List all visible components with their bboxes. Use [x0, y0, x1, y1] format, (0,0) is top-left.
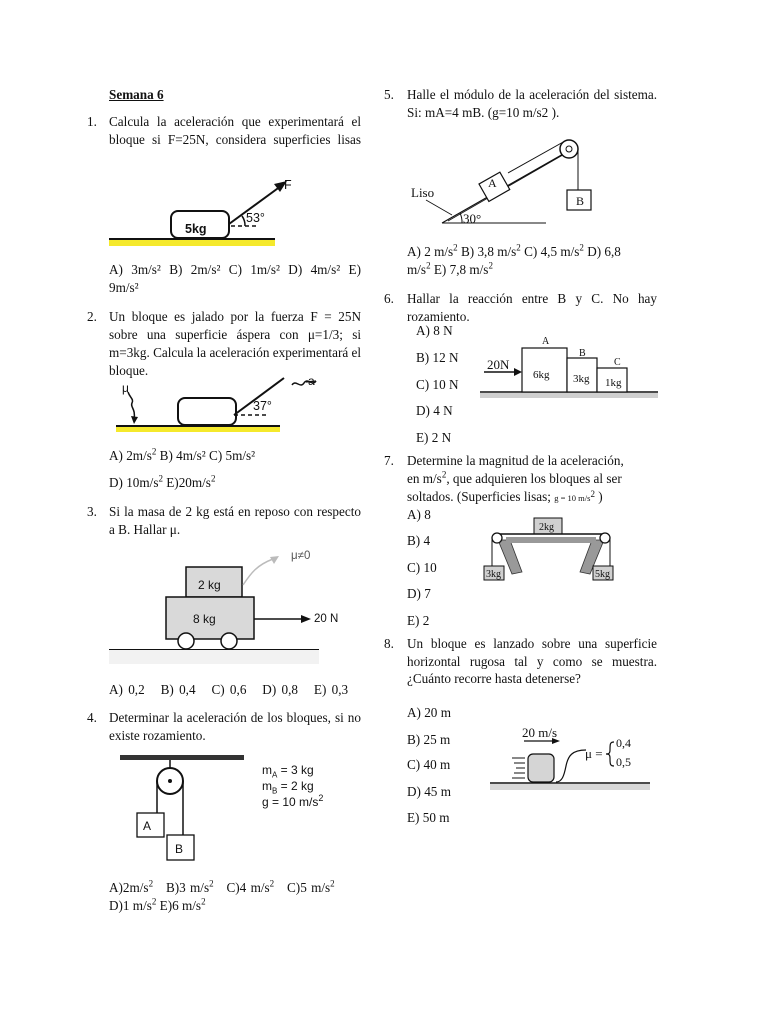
q4-g-sup: 2	[318, 793, 324, 803]
q8-mu2-label: 0,5	[616, 755, 631, 769]
q8-text: Un bloque es lanzado sobre una superficie horizontal rugosa tal y como se muestra. ¿Cuánto recorre hasta detenerse?	[407, 636, 657, 686]
q7-text-rest: , que adquieren los bloques al ser	[446, 471, 622, 486]
q6-option-b: B) 12 N	[416, 350, 459, 365]
q5-option-a-sup: 2	[453, 242, 458, 253]
q2-block	[178, 398, 236, 425]
q5-option-b: B) 3,8 m/s	[460, 244, 517, 259]
q4-text: Determinar la aceleración de los bloques, si no existe rozamiento.	[109, 710, 361, 743]
q4-figure	[120, 755, 250, 865]
q2-option-a-sup: 2	[151, 446, 157, 457]
q2-option-d: D) 10m/s	[109, 475, 159, 490]
q5-block-a-label: A	[488, 176, 497, 190]
q7-text-surfaces: soltados. (Superficies lisas;	[407, 489, 551, 504]
q4-data-mb: $m_B = 2$ kg	[262, 779, 314, 796]
q8-option-d: D) 45 m	[407, 784, 451, 799]
q5-option-d: D) 6,8	[587, 244, 621, 259]
q5-option-e: E) 7,8 m/s	[433, 262, 489, 277]
q4-option-a: A)2m/s	[109, 880, 149, 895]
q8-mu1-label: 0,4	[616, 736, 631, 750]
q4-block-b-label: B	[175, 842, 184, 856]
page-title: Semana 6	[109, 87, 164, 102]
q5-options-line2	[407, 261, 493, 279]
q6-mass-c: 1kg	[605, 377, 622, 389]
q2-option-d-sup: 2	[158, 473, 163, 484]
q2-angle-label: 37°	[253, 399, 272, 413]
q3-wheel-left	[178, 633, 194, 649]
q2-options-line1	[109, 447, 255, 465]
q4-ceiling	[120, 755, 244, 760]
q6-mass-b: 3kg	[573, 373, 590, 385]
q5-text: Halle el módulo de la aceleración del sistema. Si: mA=4 mB. (g=10 m/s2 ).	[407, 87, 657, 120]
q5-option-c: C) 4,5 m/s	[524, 244, 580, 259]
q4-options-line1	[109, 879, 335, 897]
q8-mu-label: μ =	[585, 746, 603, 761]
q8-speed-label: 20 m/s	[522, 725, 558, 740]
q5-option-d-unit: m/s	[407, 262, 427, 277]
q7-option-a: A) 8	[407, 507, 431, 522]
q7-option-c: C) 10	[407, 560, 437, 575]
q1-force-label: F	[284, 178, 292, 192]
q4-option-e-sup: 2	[201, 896, 206, 907]
q3-text: Si la masa de 2 kg está en reposo con respecto a B. Hallar μ.	[109, 504, 361, 537]
q6-mass-a: 6kg	[533, 369, 550, 381]
q5-liso-label: Liso	[411, 185, 435, 200]
q5-option-b-sup: 2	[516, 242, 521, 253]
q7-text-unit: en m/s	[407, 471, 442, 486]
q5-figure	[410, 135, 600, 230]
q4-data-g	[262, 795, 323, 810]
q2-text: Un bloque es jalado por la fuerza F = 25N sobre una superficie áspera con μ=1/3; si m=3kg. Calcula la aceleración experimentará el bloque.	[109, 309, 362, 378]
q7-right-pulley	[600, 533, 610, 543]
q2-figure	[116, 373, 316, 438]
q1-options-line2: 9m/s²	[109, 280, 139, 295]
q4-mb-value: = 2 kg	[277, 779, 314, 793]
q4-option-c2: C)5 m/s	[287, 880, 331, 895]
q5-option-c-sup: 2	[579, 242, 584, 253]
q6-force-label: 20N	[487, 357, 510, 372]
q2-mu-label: μ	[122, 381, 129, 395]
q4-option-a-sup: 2	[148, 878, 154, 889]
q5-option-d-sup: 2	[426, 260, 431, 271]
q3-options: A) 0,2 B) 0,4 C) 0,6 D) 0,8 E) 0,3	[109, 682, 349, 697]
q7-right-label: 5kg	[595, 569, 610, 580]
q7-text-g	[554, 489, 595, 503]
q3-wheel-right	[221, 633, 237, 649]
q7-option-e: E) 2	[407, 613, 430, 628]
q8-option-a: A) 20 m	[407, 705, 451, 720]
q6-label-b: B	[579, 348, 586, 359]
q4-option-c2-sup: 2	[330, 878, 335, 889]
q1-options-line1: A) 3m/s² B) 2m/s² C) 1m/s² D) 4m/s² E)	[109, 262, 361, 277]
q2-option-e: E)20m/s	[166, 475, 211, 490]
q6-number: 6.	[384, 291, 394, 306]
q4-data-ma: $m_A = 3$ kg	[262, 763, 314, 780]
q7-left-pulley	[492, 533, 502, 543]
q3-cart-label: 8 kg	[193, 612, 216, 626]
q7-text-line3	[407, 488, 603, 507]
q8-option-c: C) 40 m	[407, 757, 451, 772]
q4-option-d: D)1 m/s	[109, 898, 152, 913]
q4-ma-m: m	[262, 763, 272, 777]
q7-option-d: D) 7	[407, 586, 431, 601]
q4-option-c: C)4 m/s	[226, 880, 270, 895]
q4-options-line2	[109, 897, 206, 915]
q4-option-d-sup: 2	[151, 896, 157, 907]
q4-option-c-sup: 2	[269, 878, 275, 889]
q7-left-label: 3kg	[486, 569, 501, 580]
q1-floor	[109, 239, 275, 246]
q3-force-label: 20 N	[314, 613, 339, 625]
q4-ma-value: = 3 kg	[277, 763, 314, 777]
q2-option-b: B) 4m/s²	[159, 448, 206, 463]
q1-block-label: 5kg	[185, 222, 207, 236]
q7-text-line1: Determine la magnitud de la aceleración,	[407, 453, 624, 468]
q6-option-e: E) 2 N	[416, 430, 452, 445]
q7-option-b: B) 4	[407, 533, 431, 548]
q7-number: 7.	[384, 453, 394, 468]
q1-number: 1.	[87, 114, 97, 129]
q4-g-value: g = 10 m/s	[262, 795, 319, 809]
q4-option-e: E)6 m/s	[159, 898, 202, 913]
q8-option-e: E) 50 m	[407, 810, 450, 825]
q4-number: 4.	[87, 710, 97, 725]
q1-text: Calcula la aceleración que experimentará el bloque si F=25N, considera superficies lisas	[109, 114, 361, 147]
q7-text-line2	[407, 470, 622, 488]
q8-number: 8.	[384, 636, 394, 651]
q3-number: 3.	[87, 504, 97, 519]
q3-top-label: 2 kg	[198, 578, 221, 592]
q5-options-line1	[407, 243, 621, 261]
q5-block-b-label: B	[576, 194, 585, 208]
q5-option-e-sup: 2	[488, 260, 493, 271]
q2-options-line2	[109, 474, 215, 492]
q2-option-a: A) 2m/s	[109, 448, 152, 463]
q4-mb-m: m	[262, 779, 272, 793]
q5-angle-label: 30°	[463, 211, 482, 226]
q4-option-b-sup: 2	[209, 878, 214, 889]
q7-top-label: 2kg	[539, 522, 554, 533]
q6-text: Hallar la reacción entre B y C. No hay rozamiento.	[407, 291, 657, 324]
q6-label-c: C	[614, 357, 621, 368]
q1-angle-label: 53°	[246, 211, 265, 225]
q6-label-a: A	[542, 336, 550, 347]
q8-block	[528, 754, 554, 782]
q6-option-c: C) 10 N	[416, 377, 459, 392]
q8-option-b: B) 25 m	[407, 732, 451, 747]
q5-number: 5.	[384, 87, 394, 102]
q2-accel-label: a	[308, 374, 315, 388]
q2-number: 2.	[87, 309, 97, 324]
q7-text-g-value: g = 10 m/s	[554, 493, 591, 503]
q7-text-g-sup: 2	[590, 489, 595, 500]
q2-option-c: C) 5m/s²	[209, 448, 256, 463]
q4-option-b: B)3 m/s	[165, 880, 210, 895]
q6-option-d: D) 4 N	[416, 403, 453, 418]
q5-option-a: A) 2 m/s	[407, 244, 454, 259]
q7-text-close: )	[598, 489, 603, 504]
q8-figure	[490, 736, 660, 794]
q2-option-e-sup: 2	[210, 473, 216, 484]
q7-text-sup: 2	[441, 469, 447, 480]
q6-option-a: A) 8 N	[416, 323, 453, 338]
q3-mu-label: μ≠0	[291, 550, 311, 562]
q4-block-a-label: A	[143, 819, 152, 833]
